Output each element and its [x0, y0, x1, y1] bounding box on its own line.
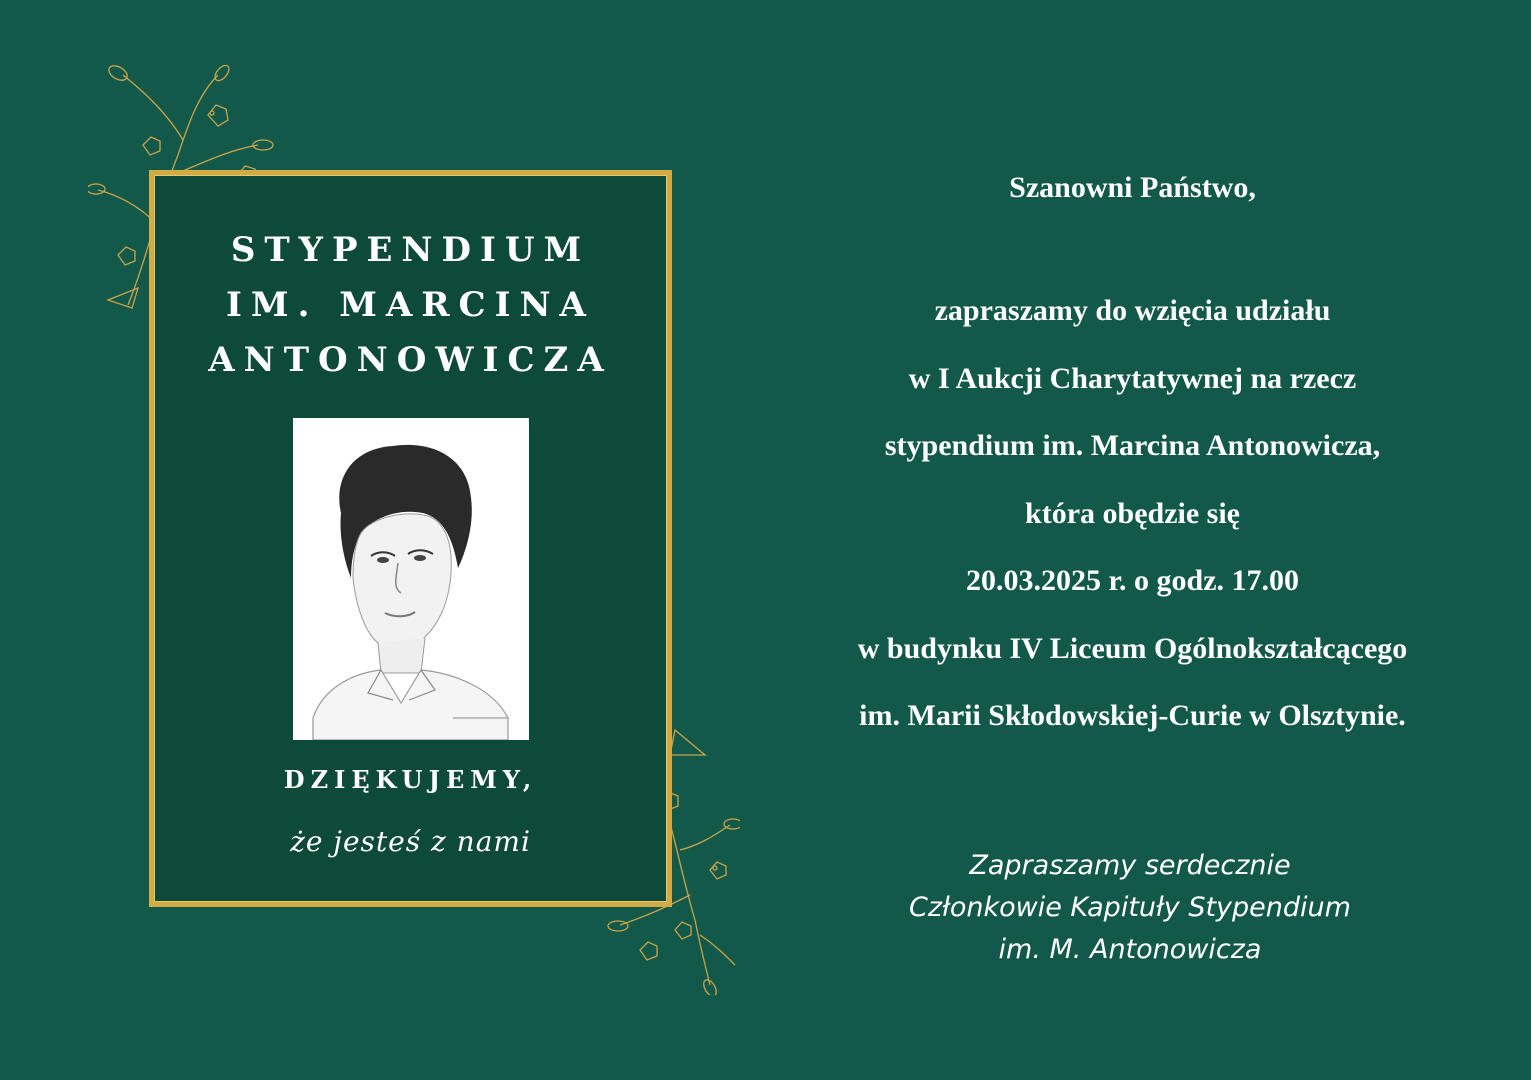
letter-line: zapraszamy do wzięcia udziału [934, 294, 1331, 327]
portrait-drawing [293, 418, 529, 740]
card-thanks-heading: DZIĘKUJEMY, [283, 765, 538, 794]
letter-line: im. Marii Skłodowskiej-Curie w Olsztynie. [859, 699, 1406, 732]
letter-line: 20.03.2025 r. o godz. 17.00 [965, 564, 1300, 597]
card-script-line: że jesteś z nami [290, 825, 531, 858]
closing-signature [830, 845, 1430, 971]
card-title-line-2: IM. MARCINA [226, 285, 595, 325]
letter-line: w I Aukcji Charytatywnej na rzecz [908, 361, 1357, 395]
closing-line: im. M. Antonowicza [998, 934, 1262, 965]
card-title-line-1: STYPENDIUM [230, 230, 591, 270]
letter-line: stypendium im. Marcina Antonowicza, [884, 429, 1381, 462]
closing-line: Zapraszamy serdecznie [969, 850, 1291, 881]
scholarship-card [149, 170, 672, 907]
letter-greeting: Szanowni Państwo, [1009, 171, 1256, 204]
card-title-line-3: ANTONOWICZA [208, 340, 613, 380]
closing-line: Członkowie Kapituły Stypendium [909, 892, 1351, 923]
invitation-letter [780, 165, 1485, 750]
letter-line: w budynku IV Liceum Ogólnokształcącego [857, 631, 1408, 665]
letter-line: która obędzie się [1025, 496, 1240, 530]
